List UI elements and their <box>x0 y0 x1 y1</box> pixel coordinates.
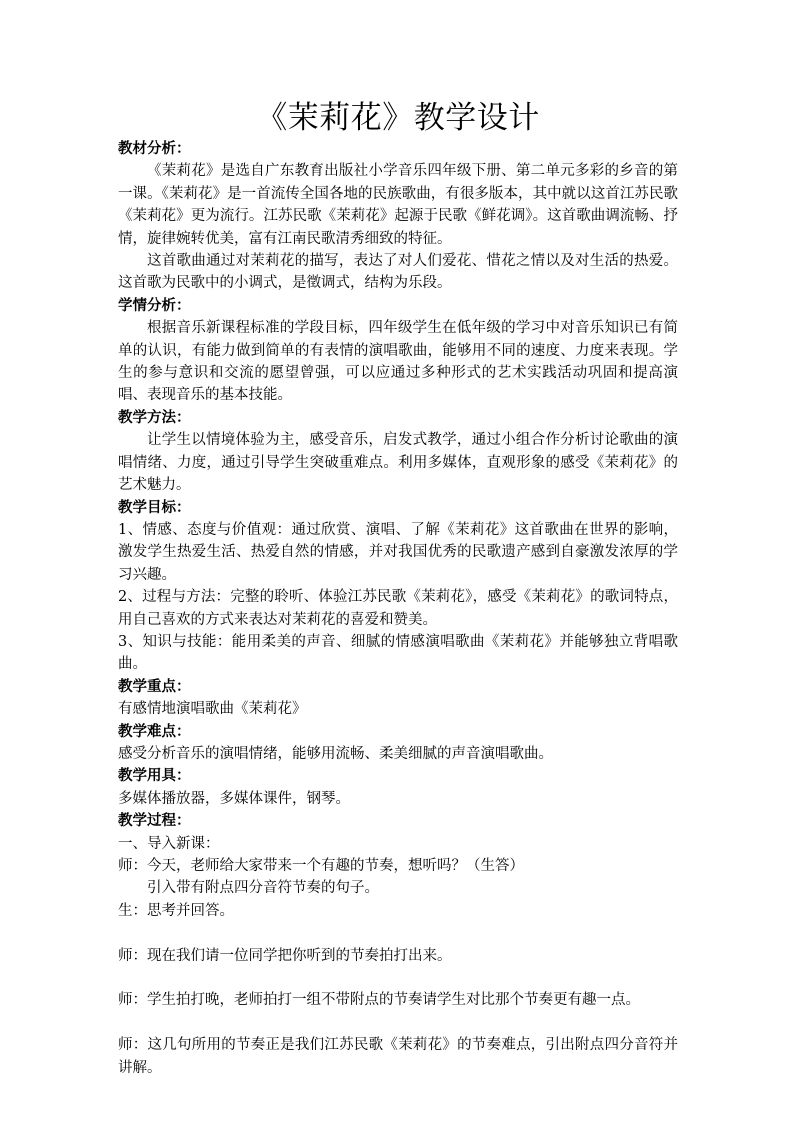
paragraph: 根据音乐新课程标准的学段目标，四年级学生在低年级的学习中对音乐知识已有简单的认识，有能力做到简单的有表情的演唱歌曲，能够用不同的速度、力度来表现。学生的参与意识和交流的愿望曾强，可以应通过多种形式的艺术实践活动巩固和提高演唱、表现音乐的基本技能。 <box>118 320 678 404</box>
paragraph: 有感情地演唱歌曲《茉莉花》 <box>118 701 307 718</box>
document-page <box>118 98 678 1079</box>
section-heading-teaching-process: 教学过程： <box>118 812 191 830</box>
paragraph: 这首歌曲通过对茉莉花的描写，表达了对人们爱花、惜花之情以及对生活的热爱。这首歌为民歌中的小调式，是徵调式，结构为乐段。 <box>118 253 678 292</box>
process-step-title: 一、导入新课： <box>118 835 220 852</box>
paragraph: 感受分析音乐的演唱情绪，能够用流畅、柔美细腻的声音演唱歌曲。 <box>118 745 553 762</box>
process-line: 生：思考并回答。 <box>118 902 234 919</box>
section-heading-teaching-goals: 教学目标： <box>118 498 191 516</box>
list-item: 2、过程与方法：完整的聆听、体验江苏民歌《茉莉花》，感受《茉莉花》的歌词特点，用自己喜欢的方式来表达对茉莉花的喜爱和赞美。 <box>118 589 678 628</box>
process-line: 师：学生拍打晚，老师拍打一组不带附点的节奏请学生对比那个节奏更有趣一点。 <box>118 992 640 1009</box>
process-line: 师：今天，老师给大家带来一个有趣的节奏，想听吗？（生答） <box>118 858 524 874</box>
blank-line <box>118 967 678 989</box>
process-line: 师：现在我们请一位同学把你听到的节奏拍打出来。 <box>118 947 452 964</box>
section-heading-teaching-tools: 教学用具： <box>118 767 191 785</box>
blank-line <box>118 1012 678 1034</box>
paragraph: 让学生以情境体验为主，感受音乐，启发式教学，通过小组合作分析讨论歌曲的演唱情绪、力度，通过引导学生突破重难点。利用多媒体，直观形象的感受《茉莉花》的艺术魅力。 <box>118 432 678 494</box>
section-heading-teaching-method: 教学方法： <box>118 408 191 426</box>
paragraph: 《茉莉花》是选自广东教育出版社小学音乐四年级下册、第二单元多彩的乡音的第一课。《茉莉花》是一首流传全国各地的民族歌曲，有很多版本，其中就以这首江苏民歌《茉莉花》更为流行。江苏民歌《茉莉花》起源于民歌《鲜花调》。这首歌曲调流畅、抒情，旋律婉转优美，富有江南民歌清秀细致的特征。 <box>118 163 678 247</box>
process-line: 引入带有附点四分音符节奏的句子。 <box>147 880 379 897</box>
section-heading-key-points: 教学重点： <box>118 677 191 695</box>
list-item: 1、情感、态度与价值观：通过欣赏、演唱、了解《茉莉花》这首歌曲在世界的影响，激发学生热爱生活、热爱自然的情感，并对我国优秀的民歌遗产感到自豪激发浓厚的学习兴趣。 <box>118 521 678 583</box>
process-line: 师：这几句所用的节奏正是我们江苏民歌《茉莉花》的节奏难点，引出附点四分音符并讲解。 <box>118 1037 678 1076</box>
section-heading-material-analysis: 教材分析： <box>118 140 191 157</box>
paragraph: 多媒体播放器，多媒体课件，钢琴。 <box>118 790 350 807</box>
section-heading-student-analysis: 学情分析： <box>118 296 191 314</box>
section-heading-difficulties: 教学难点： <box>118 722 191 740</box>
blank-line <box>118 922 678 944</box>
list-item: 3、知识与技能：能用柔美的声音、细腻的情感演唱歌曲《茉莉花》并能够独立背唱歌曲。 <box>118 633 678 673</box>
document-title: 《茉莉花》教学设计 <box>256 100 540 136</box>
